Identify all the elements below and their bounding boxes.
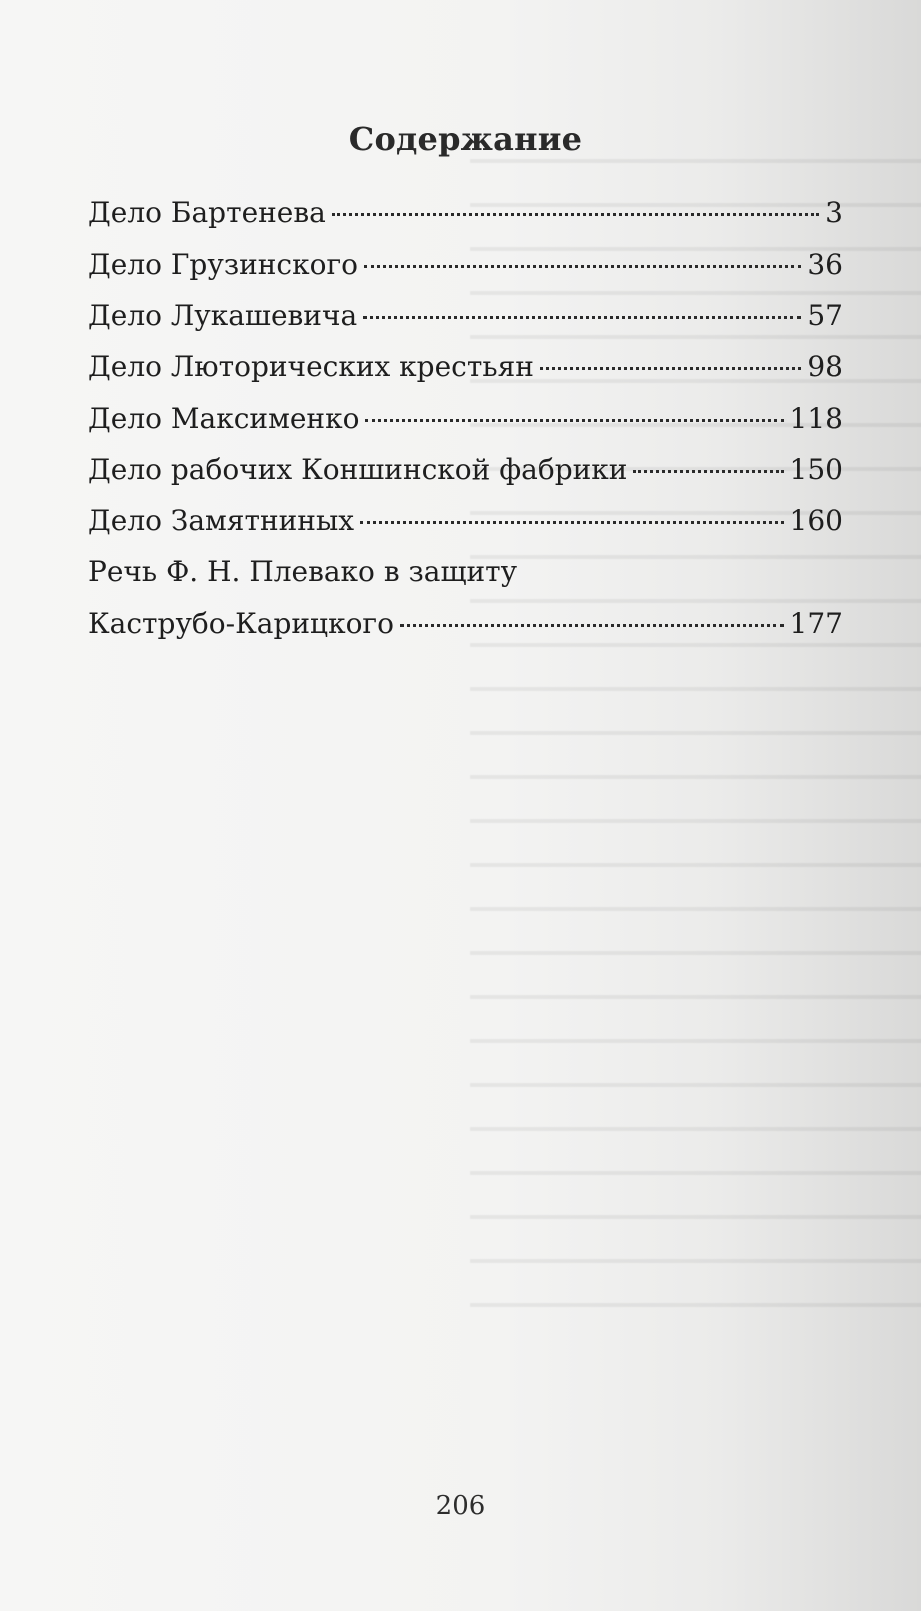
toc-entry <box>88 194 843 232</box>
toc-entry-page: 36 <box>807 247 843 281</box>
table-of-contents <box>88 120 843 657</box>
toc-entry-title: Дело рабочих Коншинской фабрики <box>88 452 628 486</box>
toc-entry-page: 3 <box>825 196 843 230</box>
toc-entry-page: 98 <box>807 350 843 384</box>
page-number: 206 <box>435 1491 486 1521</box>
dot-leader <box>360 521 784 524</box>
toc-entry-title: Дело Замятниных <box>88 504 355 538</box>
toc-entry-page: 160 <box>789 504 843 538</box>
toc-entry-page: 177 <box>789 607 843 641</box>
toc-entry <box>88 502 843 540</box>
toc-entry-page: 150 <box>789 452 843 486</box>
toc-entry-title-continued: Каструбо-Карицкого <box>88 607 394 641</box>
dot-leader <box>633 470 783 473</box>
dot-leader <box>365 419 783 422</box>
toc-entry-page: 57 <box>807 298 843 332</box>
dot-leader <box>540 367 801 370</box>
toc-list <box>88 194 843 643</box>
toc-entry-title: Речь Ф. Н. Плевако в защиту <box>88 555 518 589</box>
toc-entry-second-line <box>88 605 843 643</box>
dot-leader <box>364 265 801 268</box>
toc-entry <box>88 297 843 335</box>
toc-entry <box>88 246 843 284</box>
toc-entry-title: Дело Бартенева <box>88 196 326 230</box>
dot-leader <box>332 213 819 216</box>
toc-entry-first-line <box>88 553 843 591</box>
toc-entry-page: 118 <box>789 401 843 435</box>
toc-entry-title: Дело Люторических крестьян <box>88 350 534 384</box>
toc-entry <box>88 400 843 438</box>
dot-leader <box>363 316 801 319</box>
toc-entry-title: Дело Грузинского <box>88 247 358 281</box>
dot-leader <box>400 624 784 627</box>
toc-entry-title: Дело Максименко <box>88 401 360 435</box>
toc-entry <box>88 451 843 489</box>
toc-entry <box>88 348 843 386</box>
contents-heading: Содержание <box>348 120 583 158</box>
toc-entry-title: Дело Лукашевича <box>88 298 358 332</box>
